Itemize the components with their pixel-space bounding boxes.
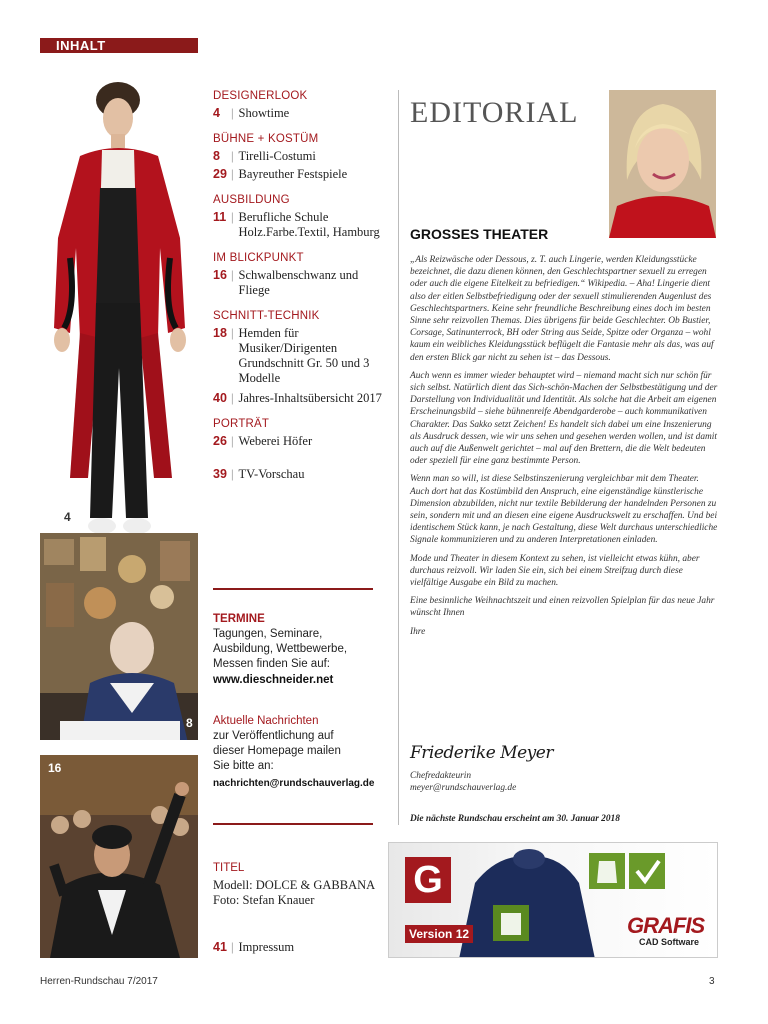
- editorial-title: EDITORIAL: [410, 96, 579, 129]
- editorial-paragraph: „Als Reizwäsche oder Dessous, z. T. auch Lingerie, werden Kleidungsstücke bezeichnet, die dazu dienen können, den Geschlechtspartner sexuell zu erregen oder auch die eigene Eitelkeit zu befriedigen.“ Wikipedia. – Aha! Lingerie dient also der eitlen Selbstbefriedigung oder der sexuell stimulierenden Augenlust des Geschlechtspartners. Keine sehr freundliche Beschreibung eines doch im besten Sinne sehr reizvollen Themas. Dies übrigens für beide Geschlechter. Ob Bustier, Corsage, Satinunterrock, BH oder String aus Seide, Spitze oder Organza – wohl kaum ein weibliches Kleidungsstück beflügelt die Fantasie mehr als das, was auf den ersten Blick gar nicht zu sehen ist – das Dessous.: [410, 255, 714, 363]
- toc-entry-text: Showtime: [238, 106, 290, 120]
- toc-separator: |: [231, 268, 234, 282]
- toc-entry-text: Hemden für Musiker/Dirigenten Grundschnitt Gr. 50 und 3 Modelle: [238, 326, 370, 385]
- termine-title: TERMINE: [213, 613, 265, 625]
- section-divider: [213, 823, 373, 825]
- toc-section-title: AUSBILDUNG: [213, 194, 290, 206]
- news-email-link[interactable]: nachrichten@rundschauverlag.de: [213, 778, 375, 789]
- toc-entry[interactable]: [213, 167, 383, 182]
- toc-section: [213, 133, 383, 182]
- toc-entry-text: TV-Vorschau: [238, 467, 305, 481]
- toc-entry[interactable]: [213, 149, 383, 164]
- editorial-paragraph: Auch wenn es immer wieder behauptet wird – niemand macht sich nur schön für sich selbst. Natürlich dient das Sich-schön-Machen der Selbstbestätigung und der Darstellung von Individualität und Identität. Als solche hat die Arbeit am eigenen Erscheinungsbild – siehe bühnenreife Abendgarderobe – auch kommunikativen Charakter. Das Sakko setzt Zeichen! Es handelt sich dabei um eine Inszenierung als Ausdruck dessen, wie wir uns sehen und gesehen werden wollen, und ist damit auch auf die Außenwelt gerichtet – mal auf den Brettern, die die Welt bedeuten oder speziell für eine ganz bestimmte Person.: [410, 370, 718, 467]
- column-divider: [398, 90, 399, 825]
- toc-separator: |: [231, 106, 234, 120]
- toc-entry[interactable]: [213, 391, 383, 406]
- toc-separator: |: [231, 167, 234, 181]
- toc-section-title: BÜHNE + KOSTÜM: [213, 133, 319, 145]
- titel-title: TITEL: [213, 862, 245, 874]
- toc-entry[interactable]: [213, 210, 383, 240]
- titel-box: [213, 862, 388, 908]
- toc-section: [213, 90, 383, 121]
- editorial-closing: Ihre: [410, 626, 426, 637]
- toc-page-number: 8: [213, 149, 220, 163]
- toc-separator: |: [231, 391, 234, 405]
- ad-version-badge: Version 12: [405, 925, 473, 943]
- toc-page-number: 41: [213, 940, 227, 954]
- toc-page-number: 29: [213, 167, 227, 181]
- editor-credit: [410, 770, 516, 794]
- toc-entry[interactable]: [213, 467, 383, 482]
- toc-section-title: IM BLICKPUNKT: [213, 252, 304, 264]
- toc-page-number: 16: [213, 268, 227, 282]
- termine-text: Tagungen, Seminare, Ausbildung, Wettbewerbe, Messen finden Sie auf:: [213, 628, 348, 670]
- toc-entry[interactable]: [213, 268, 383, 298]
- signature-text: Friederike Meyer: [410, 743, 553, 763]
- toc-section: [213, 310, 383, 406]
- toc-section-title: SCHNITT-TECHNIK: [213, 310, 320, 322]
- next-issue-note: Die nächste Rundschau erscheint am 30. Januar 2018: [410, 814, 620, 824]
- titel-foto: Foto: Stefan Knauer: [213, 893, 315, 907]
- toc-section-title: DESIGNERLOOK: [213, 90, 308, 102]
- concert-illustration: [40, 755, 198, 958]
- editorial-headline: GROSSES THEATER: [410, 226, 549, 242]
- toc-entry-text: Tirelli-Costumi: [238, 149, 316, 163]
- ad-brand: GRAFIS: [627, 913, 705, 938]
- editor-illustration: [609, 90, 716, 238]
- toc-entry[interactable]: [213, 434, 383, 449]
- toc-separator: |: [231, 940, 234, 954]
- toc-page-number: 11: [213, 210, 227, 224]
- toc-entry-text: Weberei Höfer: [238, 434, 313, 448]
- editor-email-link[interactable]: meyer@rundschauverlag.de: [410, 783, 517, 793]
- footer-publication: Herren-Rundschau 7/2017: [40, 976, 158, 987]
- table-of-contents: [213, 90, 383, 482]
- studio-photo: [40, 533, 198, 740]
- news-title: Aktuelle Nachrichten: [213, 715, 319, 727]
- toc-separator: |: [231, 149, 234, 163]
- toc-section: [213, 194, 383, 240]
- photo-page-number: 4: [64, 510, 71, 524]
- toc-separator: |: [231, 434, 234, 448]
- toc-page-number: 18: [213, 326, 227, 340]
- news-box: [213, 715, 388, 789]
- section-header-bar: [40, 38, 198, 53]
- toc-entry[interactable]: [213, 106, 383, 121]
- editorial-paragraph: Eine besinnliche Weihnachtszeit und einen reizvollen Spielplan für das neue Jahr wünscht Ihnen: [410, 596, 715, 619]
- toc-page-number: 40: [213, 391, 227, 405]
- toc-entry-text: Bayreuther Festspiele: [238, 167, 348, 181]
- toc-entry-text: Berufliche Schule Holz.Farbe.Textil, Hamburg: [238, 210, 380, 239]
- photo-page-number: 16: [48, 761, 62, 775]
- toc-page-number: 26: [213, 434, 227, 448]
- toc-separator: |: [231, 210, 234, 224]
- photo-page-number: 8: [186, 716, 193, 730]
- editor-signature: [410, 743, 570, 769]
- toc-entry-text: Schwalbenschwanz und Fliege: [238, 268, 359, 297]
- toc-separator: |: [231, 467, 234, 481]
- concert-photo: [40, 755, 198, 958]
- editorial-body: [410, 254, 718, 644]
- editorial-paragraph: Mode und Theater in diesem Kontext zu sehen, ist vielleicht etwas kühn, aber durchaus reizvoll. Wir laden Sie ein, sich bei einem Streifzug durch diese vielfältige Ausgabe ein Bild zu machen.: [410, 553, 700, 589]
- editorial-paragraph: Wenn man so will, ist diese Selbstinszenierung vergleichbar mit dem Theater. Auch dort hat das Kostümbild den Anspruch, eine eigenständige künstlerische Dimension abzubilden, nicht nur textile Bebilderung der handelnden Personen zu sein, sondern mit und an diesen eine eigene Ausdruckswelt zu erschaffen. Und bei identischem Stück kann, je nach Gestaltung, diese Welt durchaus unterschiedliche Signale kommunizieren und zu anderen Interpretationen einladen.: [410, 474, 718, 546]
- news-text: zur Veröffentlichung auf dieser Homepage mailen Sie bitte an:: [213, 730, 341, 772]
- editor-role: Chefredakteurin: [410, 771, 472, 781]
- ad-product: CAD Software: [639, 937, 700, 947]
- titel-model: Modell: DOLCE & GABBANA: [213, 878, 376, 892]
- grafis-logo-icon: G: [405, 857, 451, 903]
- toc-section-title: PORTRÄT: [213, 418, 270, 430]
- section-header-label: INHALT: [56, 38, 106, 53]
- toc-section: [213, 252, 383, 298]
- grafis-advertisement[interactable]: [388, 842, 718, 958]
- editor-portrait: [609, 90, 716, 238]
- toc-section: [213, 418, 383, 449]
- termine-box: [213, 613, 383, 686]
- impressum-entry[interactable]: [213, 940, 383, 955]
- model-photo: [40, 78, 205, 548]
- toc-page-number: 39: [213, 467, 227, 481]
- studio-illustration: [40, 533, 198, 740]
- section-divider: [213, 588, 373, 590]
- footer-page-number: 3: [709, 976, 715, 987]
- toc-entry[interactable]: [213, 326, 383, 386]
- termine-url-link[interactable]: www.dieschneider.net: [213, 674, 334, 686]
- toc-separator: |: [231, 326, 234, 340]
- toc-page-number: 4: [213, 106, 220, 120]
- toc-entry-text: Impressum: [238, 940, 295, 954]
- model-illustration: [40, 78, 205, 548]
- toc-entry-text: Jahres-Inhaltsübersicht 2017: [238, 391, 382, 405]
